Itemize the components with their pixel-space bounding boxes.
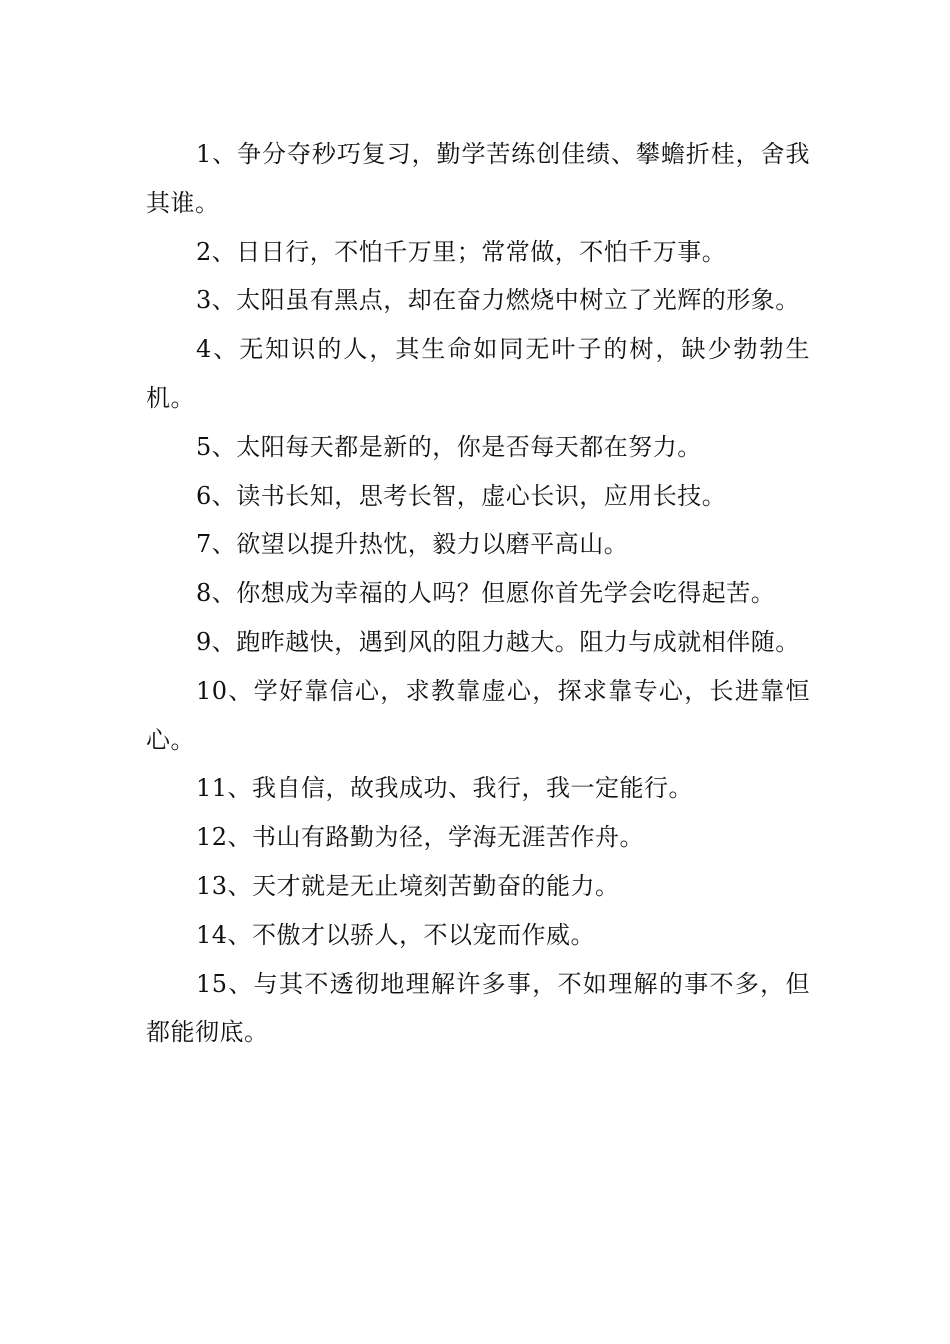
paragraph-2: 2、日日行，不怕千万里；常常做，不怕千万事。 — [196, 237, 727, 266]
paragraph-3: 3、太阳虽有黑点，却在奋力燃烧中树立了光辉的形象。 — [196, 286, 800, 315]
document-body — [146, 130, 810, 1057]
paragraph-11: 11、我自信，故我成功、我行，我一定能行。 — [196, 774, 694, 803]
paragraph-13: 13、天才就是无止境刻苦勤奋的能力。 — [196, 871, 620, 900]
paragraph-4: 4、无知识的人，其生命如同无叶子的树，缺少勃勃生机。 — [146, 335, 810, 412]
paragraph-8: 8、你想成为幸福的人吗？但愿你首先学会吃得起苦。 — [196, 579, 776, 608]
paragraph-5: 5、太阳每天都是新的，你是否每天都在努力。 — [196, 432, 702, 461]
paragraph-6: 6、读书长知，思考长智，虚心长识，应用长技。 — [196, 481, 727, 510]
paragraph-1: 1、争分夺秒巧复习，勤学苦练创佳绩、攀蟾折桂，舍我其谁。 — [146, 140, 810, 217]
paragraph-14: 14、不傲才以骄人，不以宠而作威。 — [196, 920, 596, 949]
paragraph-12: 12、书山有路勤为径，学海无涯苦作舟。 — [196, 823, 645, 852]
paragraph-10: 10、学好靠信心，求教靠虚心，探求靠专心，长进靠恒心。 — [146, 676, 810, 754]
paragraph-15: 15、与其不透彻地理解许多事，不如理解的事不多，但都能彻底。 — [146, 969, 810, 1047]
paragraph-9: 9、跑昨越快，遇到风的阻力越大。阻力与成就相伴随。 — [196, 627, 800, 656]
paragraph-7: 7、欲望以提升热忱，毅力以磨平高山。 — [196, 530, 629, 559]
